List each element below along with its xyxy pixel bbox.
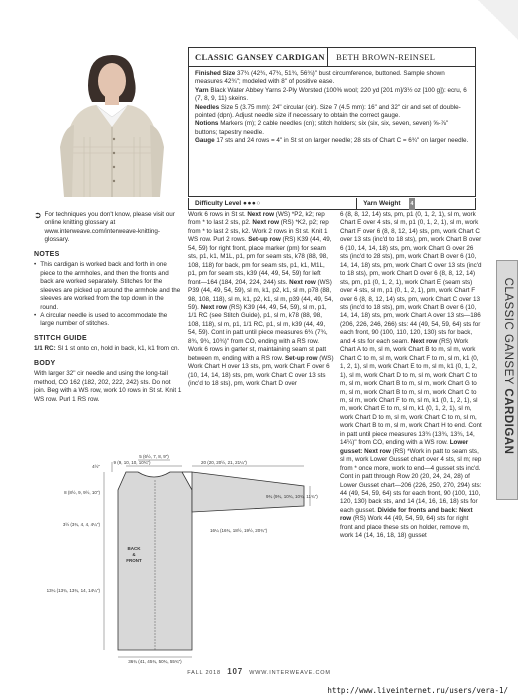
side-tab-label: CLASSIC GANSEY CARDIGAN bbox=[502, 277, 514, 455]
designer-name: BETH BROWN-REINSEL bbox=[336, 52, 436, 62]
schematic-shoulder-width: 20 (20, 20½, 21, 21¼") bbox=[201, 460, 247, 465]
schematic-amp-label: & bbox=[132, 552, 136, 557]
arrow-circle-icon: ➲ bbox=[34, 210, 42, 220]
yarn-weight-icon: 4 bbox=[409, 198, 416, 210]
yarn-weight: Yarn Weight 4 bbox=[357, 198, 475, 209]
schematic-back-label: BACK bbox=[127, 546, 141, 551]
note-item: • This cardigan is worked back and forth in one piece to the armholes, and then the fronts and back are worked separately. Stitches for the sleeves are picked up around the armhole and the sleeves are worked from the top down in the round. bbox=[34, 261, 181, 311]
schematic-neck-width: 9 (9, 10, 10, 10¾") bbox=[113, 460, 151, 465]
schematic-armhole-depth: 8 (8½, 9, 9½, 10") bbox=[64, 490, 100, 495]
difficulty-dots: ●●●○ bbox=[243, 200, 261, 207]
note-item: • A circular needle is used to accommodate the large number of stitches. bbox=[34, 311, 168, 328]
right-column: 6 (8, 8, 12, 14) sts, pm, p1 (0, 1, 2, 1), sl m, work Chart E over 4 sts, sl m, p1 (0, 1, 2, 1), sl m, work Chart F over 6 (8, 8, 12, 14) sts, pm, work Chart C over 13 sts (inc'd to 18 sts), pm, work Chart B over 6 (10, 14, 14, 18) sts, pm, work Chart G over 26 sts (inc'd to 28 sts), pm, work Chart B over 6 (10, 14, 14, 18) sts, pm, work Chart C over 13 sts (inc'd to 18 sts), pm, work Chart D over 6 (8, 8, 12, 14) sts, pm, p1 (0, 1, 2, 1), work Chart E (seam sts) over 4 sts, sl m, p1 (0, 1, 2, 1), pm, work Chart F over 6 (8, 8, 12, 14) sts, pm, work Chart C over 13 sts (inc'd to 18 sts), pm, work Chart B over 6 (10, 14, 14, 18) sts, pm, work Chart A over 13 sts—186 (206, 226, 246, 266) sts: 44 (49, 54, 59, 64) sts for each front, 90 (100, 110, 120, 130) sts for back, and 4 sts for each seam. Next row (RS) Work Chart A to m, sl m, work Chart B to m, sl m, work Chart C to m, sl m, work Chart F to m, sl m, k1 (0, 1, 2, 1), sl m, work Chart E to m, sl m, k1 (0, 1, 2, 1), sl m, work Chart D to m, sl m, work Chart C to m, sl m, work Chart B to m, sl m, work Chart G to m, sl m, work Chart B to m, sl m, work Chart C to m, sl m, work Chart F to m, sl m, k1 (0, 1, 2, 1), sl m, work Chart E to m, sl m, k1 (0, 1, 2, 1), sl m, work Chart D to m, sl m, work Chart C to m, sl m, work Chart B to m, sl m, work Chart H to end. Cont in patt until piece measures 13¾ (13¾, 13¾, 14, 14¼)" from CO, ending with a WS row. Lower gusset: Next row (RS) *Work in patt to seam sts, sl m, work Lower Gusset chart over 4 sts, sl m; rep from * once more, work to end—4 gusset sts inc'd. Cont in patt through Row 20 (20, 24, 24, 28) of Lower Gusset chart—206 (226, 250, 270, 294) sts: 44 (49, 54, 59, 64) sts for each front, 90 (100, 110, 120, 130) back sts, and 14 (14, 16, 16, 18) sts for each gusset. Divide for fronts and back: Next row (RS) Work 44 (49, 54, 59, 64) sts for right front and place these sts on holder, remove m, work 14 (14, 16, 18, 18) gusset bbox=[340, 211, 482, 540]
middle-column: Work 6 rows in St st. Next row (WS) *P2, k2; rep from * to last 2 sts, p2. Next row (RS) *K2, p2; rep from * to last 2 sts, k2. Work 2 rows in St st. Knit 1 WS row. Purl 2 rows. Set-up row (RS) K39 (44, 49, 54, 59) for right front, place marker (pm) for seam sts, p1, k1, M1L, p1, pm for seam sts, k78 (88, 98, 108, 118) for back, pm for seam sts, p1, k1, M1L, p1, pm for seam sts, k39 (44, 49, 54, 59) for left front—164 (184, 204, 224, 244) sts. Next row (WS) P39 (44, 49, 54, 59), sl m, k1, p2, k1, sl m, p78 (88, 98, 108, 118), sl m, k1, p2, k1, sl m, p39 (44, 49, 54, 59). Next row (RS) K39 (44, 49, 54, 59), sl m, p1, 1/1 RC (see Stitch Guide), p1, sl m, k78 (88, 98, 108, 118), sl m, p1, 1/1 RC, p1, sl m, k39 (44, 49, 54, 59). Cont in patt until piece measures 6¾ (7¾, 8¾, 9¾, 10¾)" from CO, ending with a RS row. Work 6 rows in garter st, maintaining seam st patt between m, ending with a RS row. Set-up row (WS) Work Chart H over 13 sts, pm, work Chart F over 6 (10, 14, 14, 18) sts, pm, work Chart C over 13 sts (inc'd to 18 sts), pm, work Chart D over bbox=[188, 211, 334, 388]
pattern-specs bbox=[195, 70, 469, 146]
schematic-gusset-depth: 3½ (3¾, 4, 4, 4¼") bbox=[62, 522, 100, 527]
spec-notions: Notions Markers (m); 2 cable needles (cn); stitch holders; six (six, six, seven, seven) ⅝-⅞" buttons; tapestry needle. bbox=[195, 120, 449, 136]
schematic-body-length: 13¼ (13¾, 13¾, 14, 14¼") bbox=[46, 588, 100, 593]
schematic-sleeve-length: 16¼ (16¾, 18½, 19½, 20¾") bbox=[210, 528, 268, 533]
garment-schematic bbox=[34, 452, 338, 664]
stitch-guide-heading: STITCH GUIDE bbox=[34, 334, 87, 342]
schematic-top-width: 5 (6½, 7, 8, 9") bbox=[139, 454, 169, 459]
spec-yarn: Yarn Black Water Abbey Yarns 2-Ply Worsted (100% wool; 220 yd [201 m]/3½ oz [100 g]): ecru, 6 (7, 8, 9, 11) skeins. bbox=[195, 86, 467, 103]
body-heading: BODY bbox=[34, 359, 56, 367]
spec-gauge: Gauge 17 sts and 24 rows = 4" in St st on larger needle; 28 sts of Chart C = 6¾" on larger needle. bbox=[195, 137, 469, 145]
pattern-info-box bbox=[188, 47, 476, 197]
watermark-url: http://www.liveinternet.ru/users/vera-1/ bbox=[327, 686, 508, 695]
stitch-guide-entry: 1/1 RC: Sl 1 st onto cn, hold in back, k1, k1 from cn. bbox=[34, 345, 180, 353]
difficulty-level: Difficulty Level ●●●○ bbox=[189, 198, 357, 209]
page-footer: FALL 2018 107 WWW.INTERWEAVE.COM bbox=[187, 667, 331, 676]
spec-finished-size: Finished Size 37¾ (42¾, 47¾, 51¾, 56¾)" bust circumference, buttoned. Sample shown measures 42¾"; modeled with 8" of positive ease. bbox=[195, 70, 445, 86]
body-instructions: With larger 32" cir needle and using the long-tail method, CO 162 (182, 202, 222, 242) sts. Do not join. Beg with a WS row, work 10 rows in St st. Knit 1 WS row. Purl 1 RS row. bbox=[34, 370, 182, 403]
techniques-note: ➲ For techniques you don't know, please visit our online knitting glossary at www.interweave.com/interweave-knitting-glossary. bbox=[34, 210, 175, 244]
pattern-title: CLASSIC GANSEY CARDIGAN bbox=[189, 48, 328, 66]
difficulty-bar bbox=[188, 198, 476, 210]
page-number: 107 bbox=[227, 667, 243, 676]
schematic-sleeve-cuff: 9¾ (9¾, 10¾, 10¾, 11¾") bbox=[266, 494, 318, 499]
notes-heading: NOTES bbox=[34, 250, 60, 258]
sleeve-shape bbox=[192, 472, 304, 512]
schematic-hem-width: 36¾ (41, 45¾, 50¾, 55¾") bbox=[128, 659, 182, 664]
model-photo bbox=[34, 47, 186, 197]
page-corner bbox=[478, 0, 518, 40]
schematic-front-label: FRONT bbox=[126, 558, 142, 563]
spec-needles: Needles Size 5 (3.75 mm): 24" circular (cir). Size 7 (4.5 mm): 16" and 32" cir and set of double-pointed (dpn). Adjust needle size if necessary to obtain the correct gauge. bbox=[195, 103, 461, 120]
left-column bbox=[34, 211, 182, 404]
title-bar bbox=[189, 48, 475, 67]
schematic-upper-depth: 4½" bbox=[92, 464, 100, 469]
